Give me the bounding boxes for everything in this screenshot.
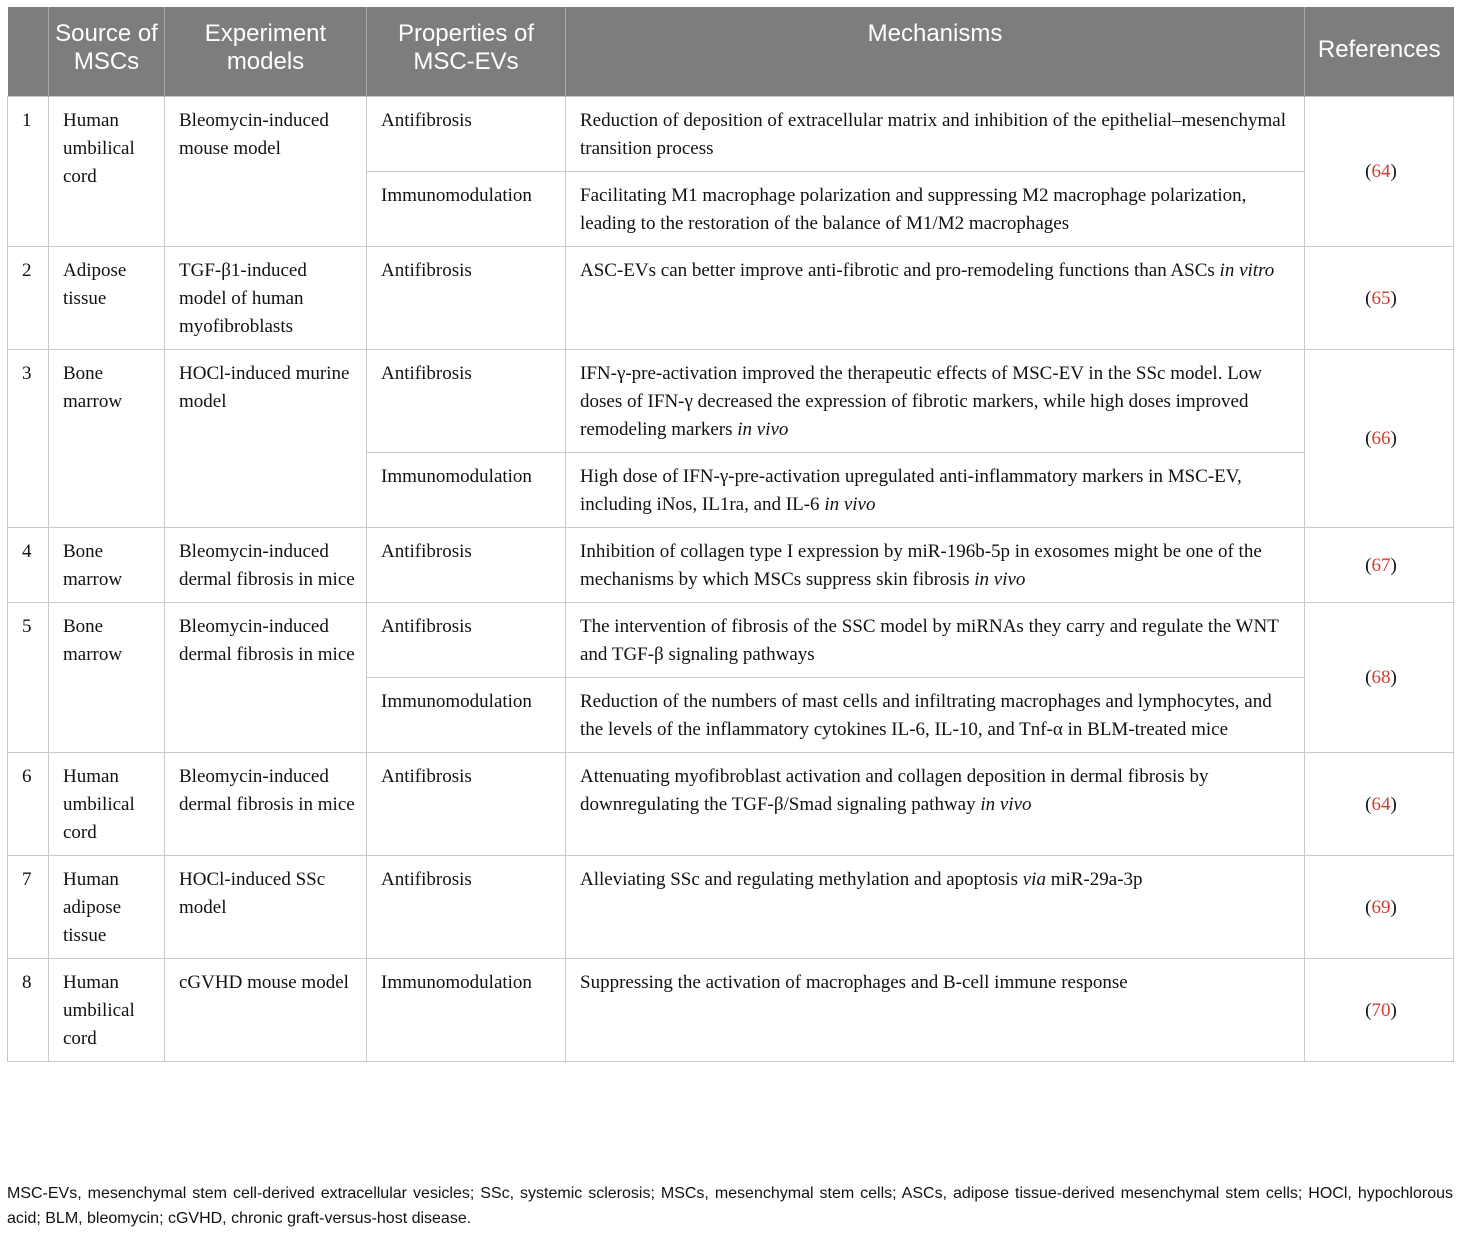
cell-reference [1305,349,1454,527]
cell-reference [1305,855,1454,958]
header-experiment-models: Experiment models [165,7,367,96]
mechanism-text: Facilitating M1 macrophage polarization and suppressing M2 macrophage polarization, leading to the restoration of the balance of M1/M2 macrophages [580,184,1247,234]
header-properties: Properties of MSC-EVs [367,7,566,96]
table-header-row [8,7,1454,96]
paren-close: ) [1390,793,1397,815]
cell-mechanism [566,677,1305,752]
reference-link[interactable]: 67 [1371,554,1391,576]
reference-link[interactable]: 64 [1371,161,1391,182]
mechanism-text: Inhibition of collagen type I expression by miR-196b-5p in exosomes might be one of the mechanisms by which MSCs suppress skin fibrosis [580,540,1262,590]
cell-index: 3 [8,349,49,527]
mechanism-italic-text: in vivo [974,568,1026,590]
table-row [8,246,1454,349]
mechanism-text: Suppressing the activation of macrophages and B-cell immune response [580,971,1128,993]
mechanism-italic-text: in vivo [980,793,1032,815]
paren-open: ( [1365,554,1372,576]
mechanism-italic-text: in vivo [824,493,876,515]
mechanism-italic-text: in vitro [1219,259,1275,281]
mechanism-text-after: miR-29a-3p [1045,868,1143,890]
cell-experiment-model: Bleomycin-induced dermal fibrosis in mice [165,602,367,752]
mechanism-italic-text: in vivo [737,418,789,440]
cell-source: Human umbilical cord [49,958,165,1061]
paren-open: ( [1365,999,1372,1021]
cell-experiment-model: Bleomycin-induced dermal fibrosis in mice [165,752,367,855]
cell-property: Antifibrosis [367,527,566,602]
cell-experiment-model: Bleomycin-induced dermal fibrosis in mice [165,527,367,602]
cell-mechanism [566,527,1305,602]
reference-link[interactable]: 70 [1371,999,1391,1021]
cell-property: Antifibrosis [367,246,566,349]
header-index [8,7,49,96]
cell-property: Immunomodulation [367,171,566,246]
cell-index: 4 [8,527,49,602]
paren-open: ( [1365,428,1372,449]
cell-mechanism [566,602,1305,677]
cell-mechanism [566,855,1305,958]
cell-index: 2 [8,246,49,349]
cell-mechanism [566,349,1305,452]
cell-mechanism [566,752,1305,855]
paren-close: ) [1390,428,1397,449]
cell-property: Antifibrosis [367,855,566,958]
cell-property: Antifibrosis [367,96,566,171]
paren-close: ) [1390,999,1397,1021]
header-mechanisms: Mechanisms [566,7,1305,96]
mechanism-text: The intervention of fibrosis of the SSC model by miRNAs they carry and regulate the WNT and TGF-β signaling pathways [580,615,1279,665]
cell-index: 8 [8,958,49,1061]
mechanism-text: Reduction of the numbers of mast cells and infiltrating macrophages and lymphocytes, and the levels of the inflammatory cytokines IL-6, IL-10, and Tnf-α in BLM-treated mice [580,690,1272,740]
table-row [8,855,1454,958]
cell-property: Immunomodulation [367,677,566,752]
cell-experiment-model: HOCl-induced SSc model [165,855,367,958]
table-row [8,602,1454,677]
cell-mechanism [566,246,1305,349]
header-references: References [1305,7,1454,96]
cell-source: Human adipose tissue [49,855,165,958]
cell-experiment-model: cGVHD mouse model [165,958,367,1061]
mechanism-text: Attenuating myofibroblast activation and collagen deposition in dermal fibrosis by downregulating the TGF-β/Smad signaling pathway [580,765,1209,815]
cell-reference [1305,246,1454,349]
header-source: Source of MSCs [49,7,165,96]
mechanism-text: IFN-γ-pre-activation improved the therapeutic effects of MSC-EV in the SSc model. Low doses of IFN-γ decreased the expression of fibrotic markers, while high doses improved remodeling markers [580,362,1263,440]
cell-reference [1305,958,1454,1061]
cell-index: 1 [8,96,49,246]
paren-close: ) [1390,287,1397,309]
mechanism-italic-text: via [1022,868,1046,890]
cell-source: Bone marrow [49,349,165,527]
table-row [8,958,1454,1061]
cell-property: Antifibrosis [367,602,566,677]
reference-link[interactable]: 69 [1371,896,1391,918]
cell-reference [1305,752,1454,855]
paren-open: ( [1365,667,1372,688]
mechanism-text: ASC-EVs can better improve anti-fibrotic and pro-remodeling functions than ASCs [580,259,1220,281]
paren-close: ) [1390,896,1397,918]
cell-property: Immunomodulation [367,958,566,1061]
cell-mechanism [566,171,1305,246]
mechanism-text: Alleviating SSc and regulating methylation and apoptosis [580,868,1023,890]
cell-source: Human umbilical cord [49,96,165,246]
paren-open: ( [1365,161,1372,182]
cell-reference [1305,602,1454,752]
cell-experiment-model: Bleomycin-induced mouse model [165,96,367,246]
paren-close: ) [1390,161,1397,182]
mechanism-text: High dose of IFN-γ-pre-activation upregulated anti-inflammatory markers in MSC-EV, including iNos, IL1ra, and IL-6 [580,465,1242,515]
mechanism-text: Reduction of deposition of extracellular matrix and inhibition of the epithelial–mesenchymal transition process [580,109,1286,159]
reference-link[interactable]: 68 [1371,667,1391,688]
cell-source: Bone marrow [49,527,165,602]
table-row [8,96,1454,171]
cell-mechanism [566,452,1305,527]
paren-open: ( [1365,896,1372,918]
cell-index: 6 [8,752,49,855]
reference-link[interactable]: 66 [1371,428,1391,449]
paren-close: ) [1390,554,1397,576]
studies-table [7,7,1454,1062]
cell-property: Antifibrosis [367,349,566,452]
cell-mechanism [566,958,1305,1061]
cell-source: Adipose tissue [49,246,165,349]
table-row [8,752,1454,855]
paren-open: ( [1365,287,1372,309]
reference-link[interactable]: 65 [1371,287,1391,309]
reference-link[interactable]: 64 [1371,793,1391,815]
paren-close: ) [1390,667,1397,688]
cell-property: Antifibrosis [367,752,566,855]
cell-experiment-model: HOCl-induced murine model [165,349,367,527]
cell-mechanism [566,96,1305,171]
paren-open: ( [1365,793,1372,815]
cell-reference [1305,96,1454,246]
cell-reference [1305,527,1454,602]
cell-property: Immunomodulation [367,452,566,527]
table-footnote: MSC-EVs, mesenchymal stem cell-derived extracellular vesicles; SSc, systemic sclerosis; MSCs, mesenchymal stem cells; ASCs, adipose tissue-derived mesenchymal stem cells; HOCl, hypochlorous acid; BLM, bleomycin; cGVHD, chronic graft-versus-host disease. [7,1185,1453,1227]
cell-index: 5 [8,602,49,752]
table-row [8,527,1454,602]
cell-experiment-model: TGF-β1-induced model of human myofibroblasts [165,246,367,349]
cell-index: 7 [8,855,49,958]
table-row [8,349,1454,452]
cell-source: Human umbilical cord [49,752,165,855]
cell-source: Bone marrow [49,602,165,752]
